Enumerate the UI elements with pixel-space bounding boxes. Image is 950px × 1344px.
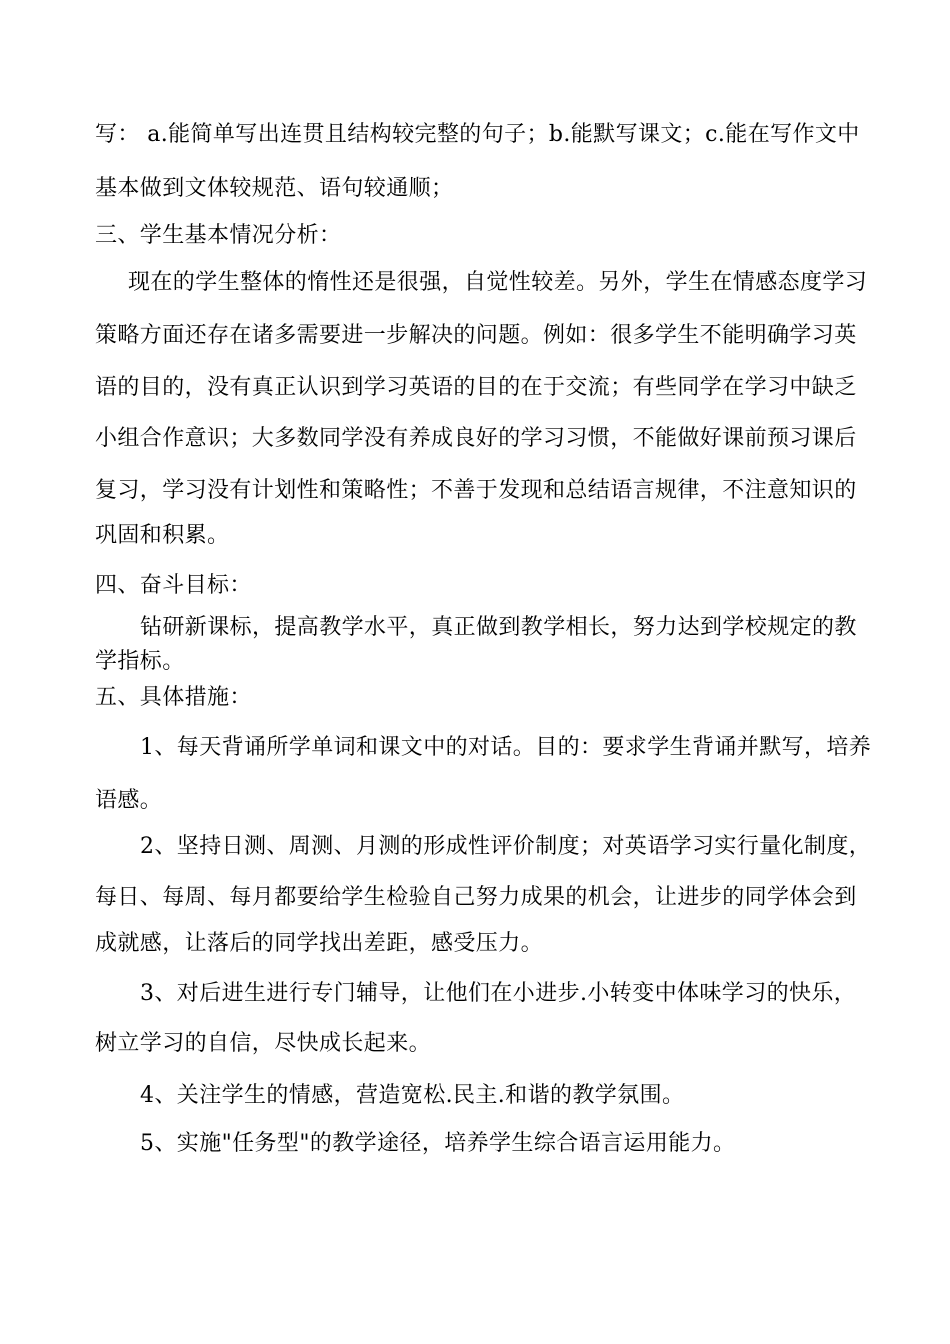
measure-3-line-1: 3、对后进生进行专门辅导，让他们在小进步.小转变中体味学习的快乐，: [140, 981, 857, 1006]
writing-requirement-line-1: 写： a.能简单写出连贯且结构较完整的句子；b.能默写课文；c.能在写作文中: [95, 122, 860, 147]
analysis-paragraph-line-3: 语的目的，没有真正认识到学习英语的目的在于交流；有些同学在学习中缺乏: [95, 375, 857, 400]
analysis-paragraph-line-6: 巩固和积累。: [95, 523, 230, 548]
measure-5-line: 5、实施"任务型"的教学途径，培养学生综合语言运用能力。: [140, 1131, 736, 1156]
measure-1-line-1: 1、每天背诵所学单词和课文中的对话。目的：要求学生背诵并默写，培养: [140, 735, 872, 760]
writing-requirement-line-2: 基本做到文体较规范、语句较通顺；: [95, 176, 454, 201]
goals-paragraph-line-1: 钻研新课标，提高教学水平，真正做到教学相长，努力达到学校规定的教: [140, 615, 857, 640]
analysis-paragraph-line-2: 策略方面还存在诸多需要进一步解决的问题。例如：很多学生不能明确学习英: [95, 323, 857, 348]
goals-paragraph-line-2: 学指标。: [95, 649, 185, 674]
section-heading-goals: 四、奋斗目标：: [95, 573, 252, 598]
measure-2-line-3: 成就感，让落后的同学找出差距，感受压力。: [95, 931, 544, 956]
measure-4-line: 4、关注学生的情感，营造宽松.民主.和谐的教学氛围。: [140, 1083, 685, 1108]
measure-3-line-2: 树立学习的自信，尽快成长起来。: [95, 1031, 432, 1056]
section-heading-measures: 五、具体措施：: [95, 685, 252, 710]
analysis-paragraph-line-1: 现在的学生整体的惰性还是很强，自觉性较差。另外，学生在情感态度学习: [128, 270, 868, 295]
measure-1-line-2: 语感。: [95, 788, 163, 813]
section-heading-student-analysis: 三、学生基本情况分析：: [95, 223, 342, 248]
analysis-paragraph-line-5: 复习，学习没有计划性和策略性；不善于发现和总结语言规律，不注意知识的: [95, 478, 857, 503]
analysis-paragraph-line-4: 小组合作意识；大多数同学没有养成良好的学习习惯，不能做好课前预习课后: [95, 426, 857, 451]
measure-2-line-2: 每日、每周、每月都要给学生检验自己努力成果的机会，让进步的同学体会到: [95, 885, 857, 910]
measure-2-line-1: 2、坚持日测、周测、月测的形成性评价制度；对英语学习实行量化制度，: [140, 834, 872, 859]
